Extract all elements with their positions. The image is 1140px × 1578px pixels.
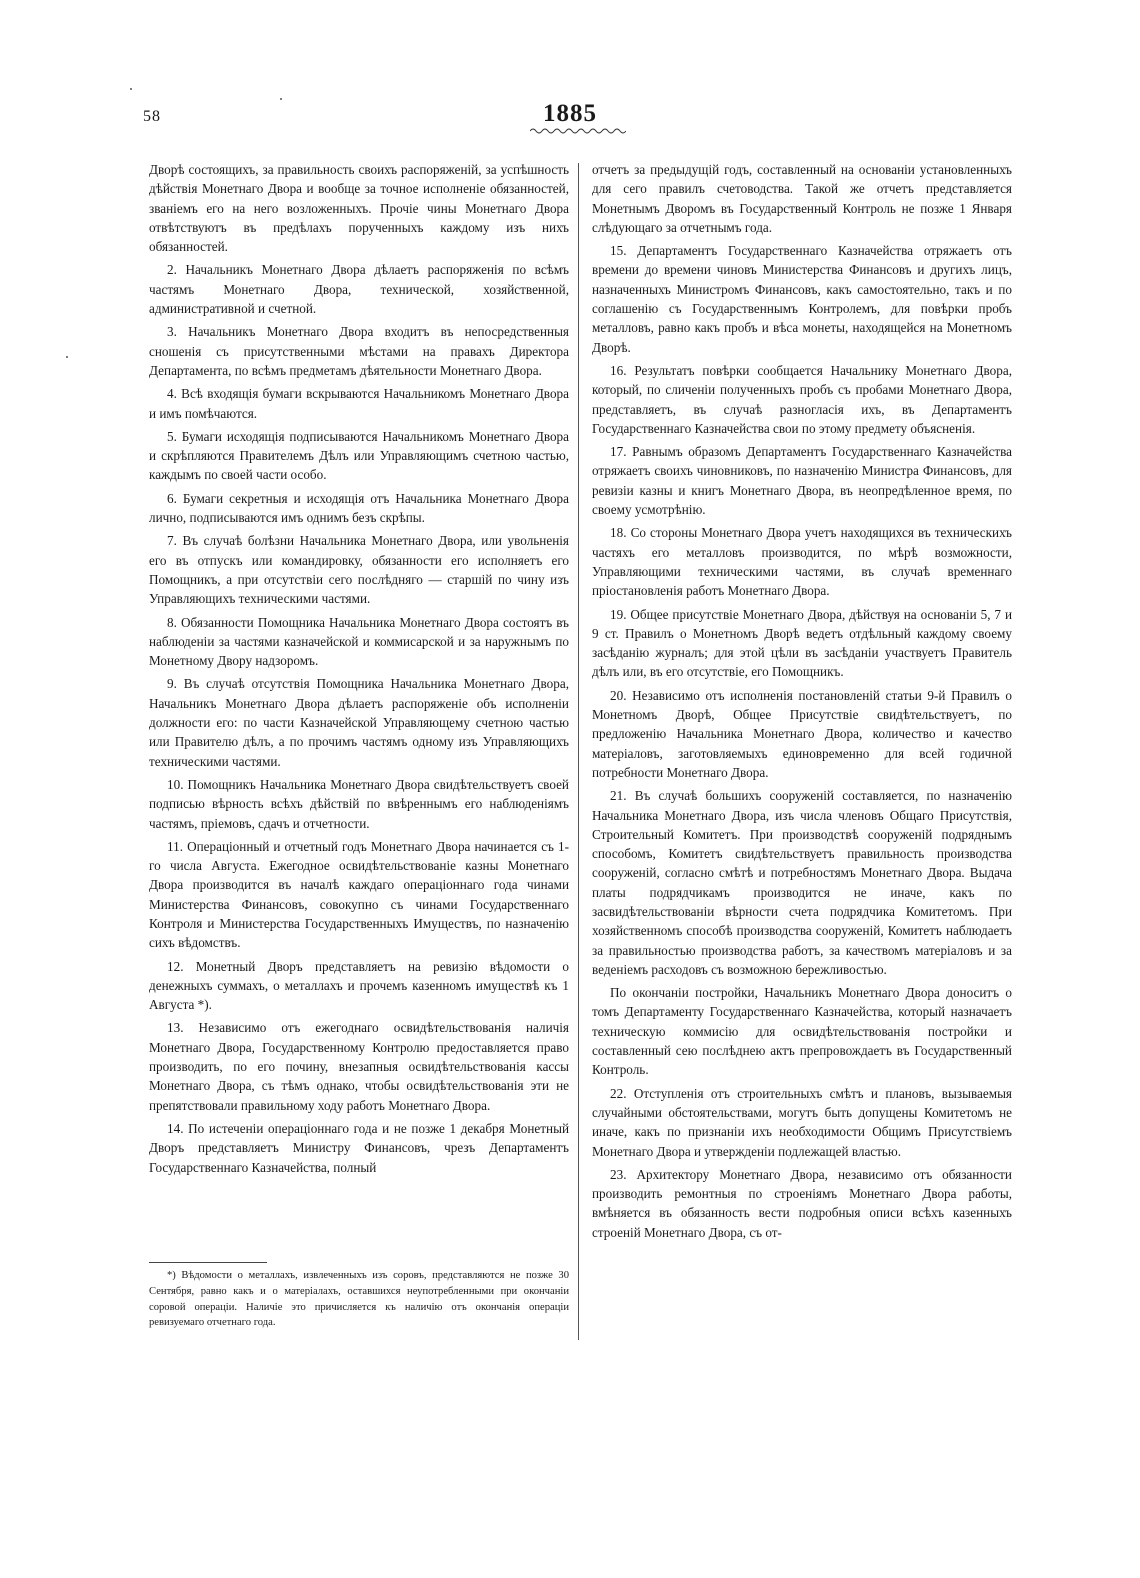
article-14: 14. По истеченіи операціоннаго года и не позже 1 декабря Монетный Дворъ представляетъ Министру Финансовъ, чрезъ Департаментъ Государственнаго Казначейства, полный [149, 1120, 569, 1175]
article-7: 7. Въ случаѣ болѣзни Начальника Монетнаго Двора, или увольненія его въ отпускъ или командировку, обязанности его исполняетъ его Помощникъ, а при отсутствіи сего послѣдняго — старшій по чину изъ Управляющихъ техническими частями. [149, 533, 569, 607]
article-4: 4. Всѣ входящія бумаги вскрываются Начальникомъ Монетнаго Двора и имъ помѣчаются. [149, 386, 569, 421]
footnote [149, 1268, 569, 1331]
article-13: 13. Независимо отъ ежегоднаго освидѣтельствованія наличія Монетнаго Двора, Государственному Контролю предоставляется право производить, по его почину, внезапныя освидѣтельствованія кассы Монетнаго Двора, съ тѣмъ однако, чтобы освидѣтельствованія эти не препятствовали правильному ходу работъ Монетнаго Двора. [149, 1020, 569, 1113]
article-16: 16. Результатъ повѣрки сообщается Начальнику Монетнаго Двора, который, по сличеніи полученныхъ пробъ съ пробами Монетнаго Двора, представляетъ, въ случаѣ разногласія ихъ, въ Департаментъ Государственнаго Казначейства свои по этому предмету объясненія. [592, 362, 1012, 436]
article-2: 2. Начальникъ Монетнаго Двора дѣлаетъ распоряженія по всѣмъ частямъ Монетнаго Двора, технической, хозяйственной, административной и счетной. [149, 262, 569, 317]
left-column [149, 160, 569, 1181]
right-column [592, 160, 1012, 1246]
article-8: 8. Обязанности Помощника Начальника Монетнаго Двора состоятъ въ наблюденіи за частями казначейской и коммисарской и за наружнымъ по Монетному Двору надзоромъ. [149, 614, 569, 669]
article-6: 6. Бумаги секретныя и исходящія отъ Начальника Монетнаго Двора лично, подписываются имъ однимъ безъ скрѣпы. [149, 490, 569, 526]
article-3: 3. Начальникъ Монетнаго Двора входитъ въ непосредственныя сношенія съ присутственными мѣстами на правахъ Директора Департамента, по всѣмъ предметамъ дѣятельности Монетнаго Двора. [149, 324, 569, 378]
scan-speck [66, 356, 68, 358]
article-21: 21. Въ случаѣ большихъ сооруженій составляется, по назначенію Начальника Монетнаго Двора, изъ числа членовъ Общаго Присутствія, Строительный Комитетъ. При производствѣ сооруженій подряднымъ способомъ, Комитетъ свидѣтельствуетъ правильность производства сооруженій, согласно смѣтѣ и потребностямъ Монетнаго Двора. Выдача платы подрядчикамъ производится не иначе, какъ по засвидѣтельствованіи вѣрности счета подрядчика Комитетомъ. При хозяйственномъ способѣ производства сооруженій, Комитетъ наблюдаетъ за правильностью производства работъ, за качествомъ матеріаловъ и за веденіемъ расходовъ съ возможною бережливостью. [592, 788, 1012, 977]
article-20: 20. Независимо отъ исполненія постановленій статьи 9-й Правилъ о Монетномъ Дворѣ, Общее Присутствіе свидѣтельствуетъ, по предложенію Начальника Монетнаго Двора, количество и качество матеріаловъ, заготовляемыхъ единовременно для всей годичной потребности Монетнаго Двора. [592, 687, 1012, 780]
column-divider [578, 163, 579, 1340]
article-22: 22. Отступленія отъ строительныхъ смѣтъ и плановъ, вызываемыя случайными обстоятельствами, могутъ быть допущены Комитетомъ не иначе, какъ по признаніи ихъ необходимости Общимъ Присутствіемъ Монетнаго Двора и утвержденіи подлежащей властью. [592, 1085, 1012, 1159]
article-19: 19. Общее присутствіе Монетнаго Двора, дѣйствуя на основаніи 5, 7 и 9 ст. Правилъ о Монетномъ Дворѣ ведетъ отдѣльный каждому своему засѣданію журналъ; для этой цѣли въ засѣданіи участвуетъ Правитель дѣлъ или, въ его отсутствіе, его Помощникъ. [592, 606, 1012, 680]
paragraph-continuation: Дворѣ состоящихъ, за правильность своихъ распоряженій, за успѣшность дѣйствія Монетнаго Двора и вообще за точное исполненіе обязанностей, званіемъ его на него возложенныхъ. Прочіе чины Монетнаго Двора отвѣтствуютъ въ предѣлахъ порученныхъ каждому изъ нихъ обязанностей. [149, 162, 569, 255]
article-12: 12. Монетный Дворъ представляетъ на ревизію вѣдомости о денежныхъ суммахъ, о металлахъ и прочемъ казенномъ имуществѣ къ 1 Августа *). [149, 958, 569, 1013]
article-23: 23. Архитектору Монетнаго Двора, независимо отъ обязанности производить ремонтныя по строеніямъ Монетнаго Двора работы, вмѣняется въ обязанность вести подробныя описи всѣхъ казенныхъ строеній Монетнаго Двора, съ от- [592, 1166, 1012, 1240]
page-year-heading: 1885 [543, 100, 597, 127]
year-underline-ornament [530, 127, 626, 135]
paragraph-continuation: отчетъ за предыдущій годъ, составленный на основаніи установленныхъ для сего правилъ счетоводства. Такой же отчетъ представляется Монетнымъ Дворомъ въ Государственный Контроль не позже 1 Января слѣдующаго за отчетнымъ года. [592, 162, 1012, 235]
article-5: 5. Бумаги исходящія подписываются Начальникомъ Монетнаго Двора и скрѣпляются Правителемъ Дѣлъ или Управляющимъ счетною частью, каждымъ по своей части особо. [149, 428, 569, 483]
footnote-rule [149, 1262, 267, 1263]
article-9: 9. Въ случаѣ отсутствія Помощника Начальника Монетнаго Двора, Начальникъ Монетнаго Двора дѣлаетъ распоряженіе объ исполненіи должности его: по части Казначейской Управляющему счетною частью или Правителю дѣлъ, а по прочимъ частямъ одному изъ Управляющихъ техническими частями. [149, 676, 569, 769]
article-18: 18. Со стороны Монетнаго Двора учетъ находящихся въ техническихъ частяхъ его металловъ производится, по мѣрѣ возможности, Управляющими техническими частями, въ случаѣ временнаго пріостановленія работъ Монетнаго Двора. [592, 525, 1012, 599]
footnote-text: *) Вѣдомости о металлахъ, извлеченныхъ изъ соровъ, представляются не позже 30 Сентября, равно какъ и о матеріалахъ, оставшихся неупотребленными при окончаніи соровой операціи. Наличіе это причисляется къ наличію отъ окончанія операціи ревизуемаго отчетнаго года. [149, 1270, 569, 1329]
article-10: 10. Помощникъ Начальника Монетнаго Двора свидѣтельствуетъ своей подписью вѣрность всѣхъ дѣйствій по ввѣреннымъ его наблюденіямъ частямъ, пріемовъ, сдачъ и отчетности. [149, 776, 569, 831]
page-number: 58 [143, 108, 161, 125]
article-11: 11. Операціонный и отчетный годъ Монетнаго Двора начинается съ 1-го числа Августа. Ежегодное освидѣтельствованіе казны Монетнаго Двора производится въ началѣ каждаго операціоннаго года чинами Министерства Финансовъ, совокупно съ чинами Государственнаго Контроля и Министерства Государственныхъ Имуществъ, по назначенію сихъ вѣдомствъ. [149, 838, 569, 951]
scan-speck [130, 88, 132, 90]
article-15: 15. Департаментъ Государственнаго Казначейства отряжаетъ отъ времени до времени чиновъ Министерства Финансовъ и другихъ лицъ, назначенныхъ Министромъ Финансовъ, какъ самостоятельно, такъ и по соглашенію съ Государственнымъ Контролемъ, для повѣрки пробъ металловъ, равно какъ пробъ и вѣса монеты, находящейся на Монетномъ Дворѣ. [592, 243, 1012, 355]
article-17: 17. Равнымъ образомъ Департаментъ Государственнаго Казначейства отряжаетъ своихъ чиновниковъ, по назначенію Министра Финансовъ, для ревизіи казны и книгъ Монетнаго Двора, въ неопредѣленное время, по своему усмотрѣнію. [592, 444, 1012, 518]
article-21-continuation: По окончаніи постройки, Начальникъ Монетнаго Двора доноситъ о томъ Департаменту Государственнаго Казначейства, который назначаетъ техническую коммисію для освидѣтельствованія постройки и составленный сею послѣднею актъ препровождаетъ въ Государственный Контроль. [592, 985, 1012, 1078]
